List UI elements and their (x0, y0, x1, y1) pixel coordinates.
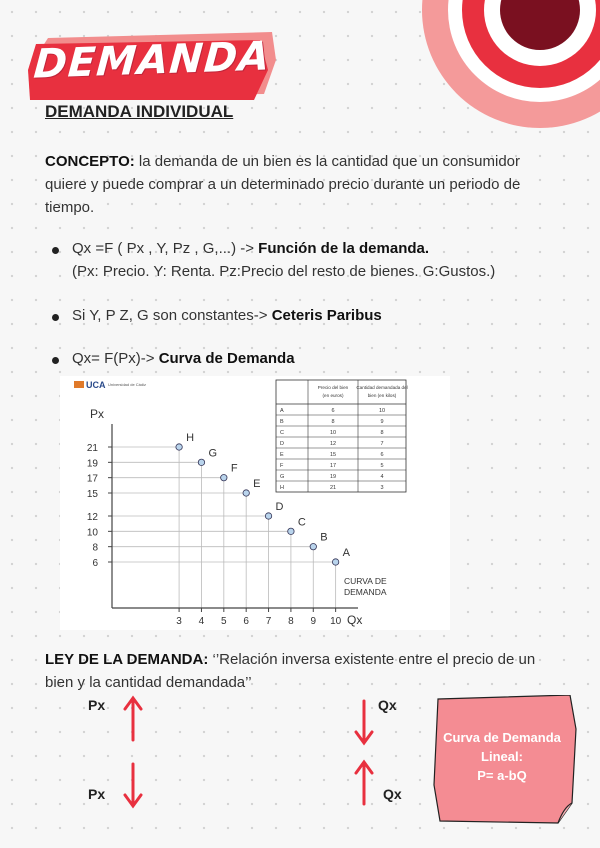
ley-paragraph (45, 648, 565, 694)
table-cell: 7 (380, 441, 384, 447)
x-axis-label: Qx (347, 613, 363, 627)
uca-logo (74, 380, 146, 390)
bullet-dot-icon (52, 357, 59, 364)
table-header-cell: Cantidad demandada del (356, 385, 408, 390)
data-point-e (243, 490, 249, 496)
bullet-prefix: Qx =F ( Px , Y, Pz , G,...) -> (72, 240, 259, 257)
arrow-up-icon (349, 758, 379, 808)
table-cell: 15 (329, 452, 337, 458)
data-point-b (310, 543, 316, 549)
concept-label: CONCEPTO: (45, 153, 135, 170)
note-line: Lineal: (481, 749, 523, 764)
note-line: P= a-bQ (477, 768, 527, 783)
bullet-dot-icon (52, 314, 59, 321)
arrow-down-icon (118, 760, 148, 810)
concept-text: la demanda de un bien es la cantidad que un consumidor quiere y puede comprar a un determinado precio durante un periodo de tiempo. (45, 153, 521, 216)
x-tick-label: 8 (288, 616, 294, 627)
bullet-text (72, 307, 382, 324)
logo-subtext: Universidad de Cádiz (108, 382, 147, 387)
table-cell: 6 (331, 408, 335, 414)
data-point-f (221, 474, 227, 480)
table-cell: 4 (380, 474, 384, 480)
table-cell: 6 (380, 452, 384, 458)
curve-annotation-line2: DEMANDA (344, 587, 387, 597)
data-point-label: F (230, 462, 238, 475)
table-cell: 12 (329, 441, 337, 447)
table-cell: 17 (329, 463, 337, 469)
table-cell: B (280, 419, 284, 425)
data-point-label: D (275, 501, 284, 513)
bullet-text (72, 240, 429, 257)
data-point-g (198, 459, 204, 465)
table-cell: 19 (329, 474, 337, 480)
x-tick-label: 4 (198, 616, 205, 627)
table-cell: A (280, 408, 284, 414)
logo-text: UCA (86, 380, 106, 390)
decorative-rings (420, 0, 600, 130)
bullet-bold: Curva de Demanda (158, 350, 295, 367)
table-cell: 8 (380, 430, 384, 436)
bullet-second-line: (Px: Precio. Y: Renta. Pz:Precio del resto de bienes. G:Gustos.) (72, 263, 496, 280)
arrow-up-icon (118, 694, 148, 744)
x-tick-label: 7 (265, 616, 272, 627)
data-point-label: G (208, 447, 218, 460)
x-tick-label: 9 (310, 616, 317, 627)
qx-label-top: Qx (378, 697, 397, 713)
y-tick-label: 19 (86, 458, 98, 470)
table-cell: D (280, 441, 284, 447)
data-point-h (176, 444, 182, 450)
data-point-label: C (297, 516, 306, 529)
table-cell: 10 (329, 430, 337, 436)
data-point-c (288, 528, 294, 534)
demand-chart (60, 376, 450, 630)
section-title: DEMANDA INDIVIDUAL (45, 102, 234, 121)
arrow-down-icon (349, 697, 379, 747)
table-cell: G (280, 474, 285, 480)
px-label-top: Px (88, 697, 106, 713)
concept-paragraph (45, 150, 565, 219)
y-axis-label: Px (90, 407, 105, 421)
x-tick-label: 6 (243, 616, 249, 627)
ley-label: LEY DE LA DEMANDA: (45, 651, 209, 668)
bullet-prefix: Si Y, P Z, G son constantes-> (72, 307, 272, 324)
y-tick-label: 12 (86, 512, 98, 523)
data-point-a (332, 559, 338, 565)
table-cell: 5 (380, 463, 384, 469)
x-tick-label: 10 (330, 616, 342, 627)
table-cell: H (280, 485, 284, 491)
bullet-text (72, 350, 295, 367)
y-tick-label: 15 (86, 489, 98, 500)
y-tick-label: 6 (92, 558, 98, 569)
qx-label-bottom: Qx (383, 786, 402, 802)
bullet-prefix: Qx= F(Px)-> (72, 350, 159, 367)
bullet-bold: Ceteris Paribus (271, 307, 382, 324)
bullet-dot-icon (52, 247, 59, 254)
table-cell: 9 (380, 419, 384, 425)
data-point-label: H (186, 432, 195, 444)
table-cell: 8 (331, 419, 335, 425)
table-cell: 10 (378, 408, 386, 414)
x-tick-label: 5 (221, 616, 227, 627)
data-point-d (265, 513, 271, 519)
table-cell: 21 (329, 485, 337, 491)
data-point-label: B (320, 531, 328, 544)
bullet-bold: Función de la demanda. (258, 240, 430, 257)
data-point-label: E (253, 478, 261, 490)
table-cell: C (280, 430, 284, 436)
table-header-cell: Precio del bien (317, 385, 349, 390)
data-table (276, 380, 408, 492)
table-cell: F (280, 463, 284, 469)
px-label-bottom: Px (88, 786, 106, 802)
table-header-cell: bien (en kilos) (367, 393, 397, 398)
curve-annotation-line1: CURVA DE (344, 576, 387, 586)
note-text (432, 728, 572, 785)
table-header-cell: (en euros) (322, 393, 344, 398)
demand-figure (60, 376, 450, 630)
note-line: Curva de Demanda (443, 730, 561, 745)
y-tick-label: 10 (86, 527, 98, 539)
data-point-label: A (342, 547, 350, 559)
table-cell: E (280, 452, 284, 458)
x-tick-label: 3 (176, 616, 182, 627)
y-tick-label: 21 (86, 443, 98, 454)
y-tick-label: 17 (86, 473, 98, 485)
table-cell: 3 (380, 485, 384, 491)
ley-text: ‘’Relación inversa existente entre el precio de un bien y la cantidad demandada’’ (45, 651, 536, 691)
y-tick-label: 8 (92, 542, 98, 554)
page-title: DEMANDA (32, 33, 273, 88)
